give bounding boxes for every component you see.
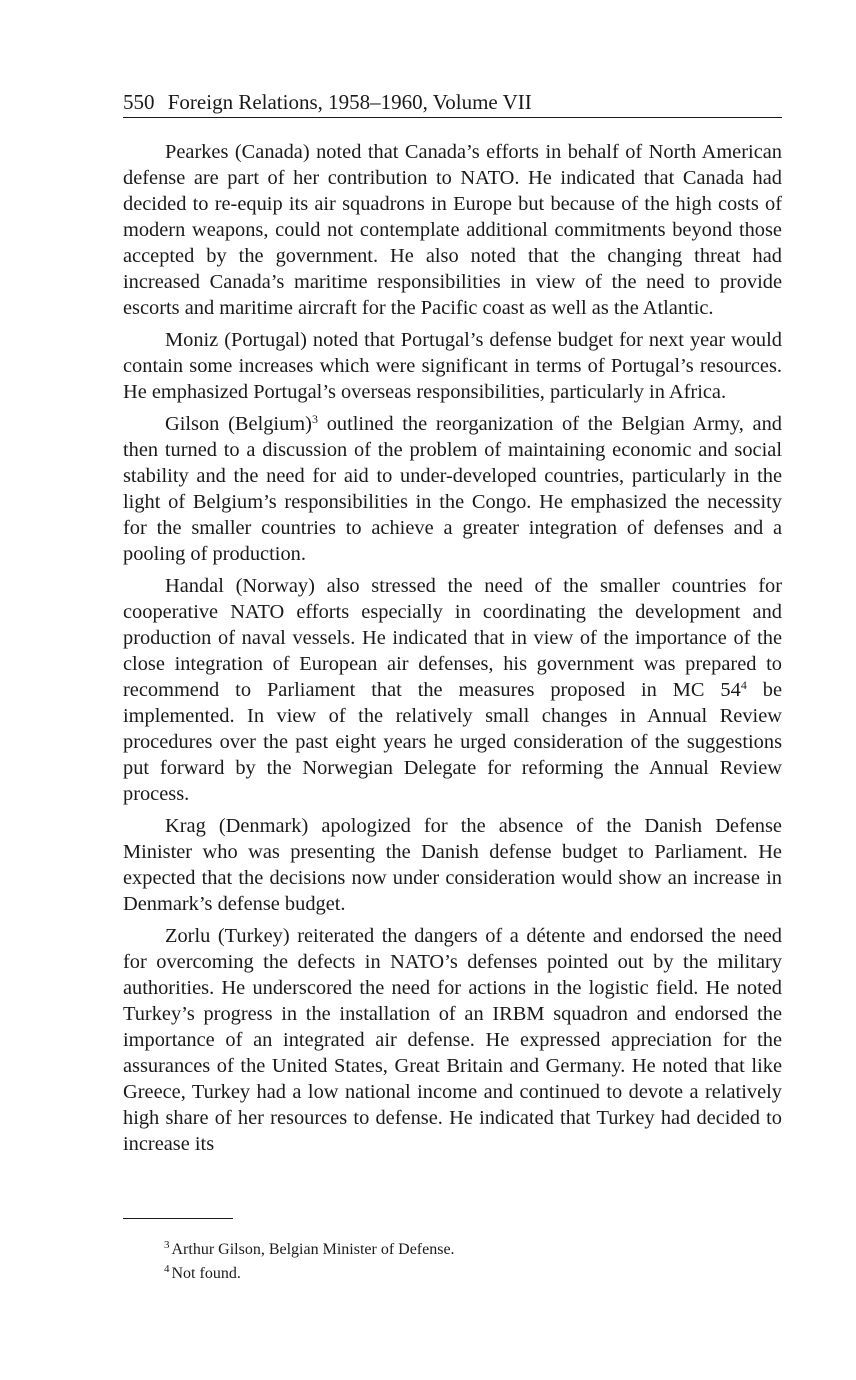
paragraph-canada: Pearkes (Canada) noted that Canada’s efforts in behalf of North American defense are part of her contribution to NATO. He indicated that Canada had decided to re-equip its air squadrons in Europe but because of the high costs of modern weapons, could not contemplate additional commitments beyond those accepted by the government. He also noted that the changing threat had increased Canada’s maritime responsibilities in view of the need to provide escorts and maritime aircraft for the Pacific coast as well as the Atlantic. xyxy=(123,141,782,319)
page-number: 550 xyxy=(123,90,155,114)
footnote-marker: 3 xyxy=(164,1239,170,1251)
paragraph-text: be implemented. In view of the relatively small changes in Annual Review procedures over the past eight years he urged consideration of the suggestions put forward by the Norwegian Delegate for reforming the Annual Review process. xyxy=(123,679,782,805)
paragraph-norway xyxy=(123,573,782,807)
paragraph-denmark: Krag (Denmark) apologized for the absence of the Danish Defense Minister who was presenting the Danish defense budget to Parliament. He expected that the decisions now under consideration would show an increase in Denmark’s defense budget. xyxy=(123,815,782,915)
running-header xyxy=(123,88,782,116)
running-title: Foreign Relations, 1958–1960, Volume VII xyxy=(167,90,532,114)
paragraph-text: outlined the reorganization of the Belgian Army, and then turned to a discussion of the problem of maintaining economic and social stability and the need for aid to under-developed countries, particularly in the light of Belgium’s responsibilities in the Congo. He emphasized the necessity for the smaller countries to achieve a greater integration of defenses and a pooling of production. xyxy=(123,413,783,565)
paragraph-belgium xyxy=(123,411,782,567)
footnote-4 xyxy=(164,1262,764,1286)
paragraph-turkey: Zorlu (Turkey) reiterated the dangers of a détente and endorsed the need for overcoming the defects in NATO’s defenses pointed out by the military authorities. He underscored the need for actions in the logistic field. He noted Turkey’s progress in the installation of an IRBM squadron and endorsed the importance of an integrated air defense. He expressed appreciation for the assurances of the United States, Great Britain and Germany. He noted that like Greece, Turkey had a low national income and continued to devote a relatively high share of her resources to defense. He indicated that Turkey had decided to increase its xyxy=(123,925,782,1155)
footnote-rule xyxy=(123,1218,233,1219)
paragraph-portugal: Moniz (Portugal) noted that Portugal’s defense budget for next year would contain some increases which were significant in terms of Portugal’s resources. He emphasized Portugal’s overseas responsibilities, particularly in Africa. xyxy=(123,329,782,403)
footnote-text: Not found. xyxy=(171,1265,241,1282)
body-text xyxy=(123,139,782,1163)
footnotes xyxy=(164,1238,764,1286)
footnote-ref-4[interactable]: 4 xyxy=(740,678,747,692)
paragraph-text: Handal (Norway) also stressed the need of the smaller countries for cooperative NATO efforts especially in coordinating the development and production of naval vessels. He indicated that in view of the importance of the close integration of European air defenses, his government was prepared to recommend to Parliament that the measures proposed in MC 54 xyxy=(123,575,782,701)
header-rule xyxy=(123,117,782,118)
footnote-ref-3[interactable]: 3 xyxy=(311,412,318,426)
footnote-marker: 4 xyxy=(164,1263,170,1275)
paragraph-text: Gilson (Belgium) xyxy=(165,413,312,435)
footnote-text: Arthur Gilson, Belgian Minister of Defense. xyxy=(171,1241,455,1258)
footnote-3 xyxy=(164,1238,764,1262)
